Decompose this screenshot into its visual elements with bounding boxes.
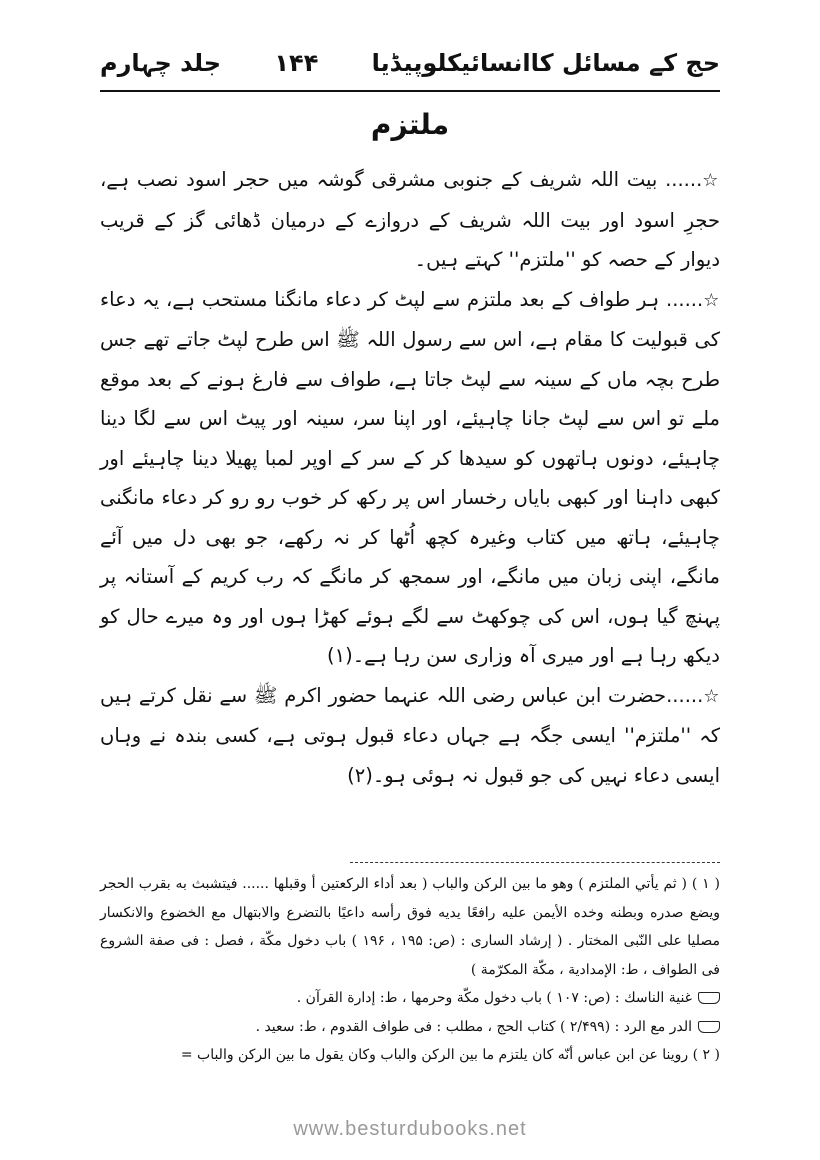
- volume-label: جلد چہارم: [100, 49, 222, 77]
- book-icon: [698, 1021, 720, 1033]
- watermark-url: www.besturdubooks.net: [293, 1118, 527, 1140]
- footnote: [100, 1041, 720, 1070]
- footnote-text: غنية الناسك : (ص: ۱۰۷ ) باب دخول مكّة وحرمها ، ط: إدارة القرآن .: [296, 990, 692, 1006]
- header-rule: [100, 90, 720, 92]
- book-icon: [698, 992, 720, 1004]
- section-title: ملتزم: [370, 108, 450, 141]
- paragraph-text: ...... ہر طواف کے بعد ملتزم سے لپٹ کر دعاء مانگنا مستحب ہے، یہ دعاء کی قبولیت کا مقام ہے، اس سے رسول اللہ ﷺ اس طرح لپٹ جاتے تھے جس طرح بچہ ماں کے سینہ سے لپٹ جاتا ہے، طواف سے فارغ ہونے کے بعد موقع ملے تو اس سے لپٹ جانا چاہیئے، اور اپنا سر، سینہ اور پیٹ اس سے لگا دینا چاہیئے، دونوں ہاتھوں کو سیدھا کر کے سر کے اوپر لمبا پھیلا دینا چاہیئے اور کبھی داہنا اور کبھی بایاں رخسار اس پر رکھ کر خوب رو رو کر دعاء مانگنی چاہیئے، ہاتھ میں کتاب وغیرہ کچھ اُٹھا کر نہ رکھے، جو بھی دل میں آئے مانگے، اپنی زبان میں مانگے، اور سمجھ کر مانگے کہ رب کریم کے آستانہ پر پہنچ گیا ہوں، اس کی چوکھٹ سے لگے ہوئے کھڑا ہوں اور وہ میرے حال کو دیکھ رہا ہے اور میری آہ وزاری سن رہا ہے۔(۱): [100, 287, 720, 667]
- star-bullet-icon: ☆: [703, 685, 721, 707]
- book-title: حج کے مسائل کاانسائیکلوپیڈیا: [371, 49, 720, 77]
- main-text: [100, 160, 720, 795]
- paragraph-text: ......حضرت ابن عباس رضی اللہ عنہما حضور اکرم ﷺ سے نقل کرتے ہیں کہ ''ملتزم'' ایسی جگہ ہے جہاں دعاء قبول ہوتی ہے، کسی بندہ نے وہاں ایسی دعاء نہیں کی جو قبول نہ ہوئی ہو۔(۲): [100, 683, 720, 787]
- footnote-text: ( ۱ ) ( ثم يأتي الملتزم ) وهو ما بين الركن والباب ( بعد أداء الركعتين أ وقبلها ...... فيتشبث به بقرب الحجر ويضع صدره وبطنه وخده الأيمن عليه رافعًا يديه فوق رأسه داعيًا بالتضرع والابتهال مع الخضوع والانكسار مصليا على النّبى المختار . ( إرشاد السارى : (ص: ۱۹۵ ، ۱۹۶ ) باب دخول مكّة ، فصل : فى صفة الشروع فى الطواف ، ط: الإمدادية ، مكّة المكرّمة ): [100, 876, 720, 978]
- page-header: [100, 40, 720, 86]
- paragraph: [100, 160, 720, 280]
- paragraph-text: ...... بیت اللہ شریف کے جنوبی مشرقی گوشہ میں حجر اسود نصب ہے، حجرِ اسود اور بیت اللہ شریف کے دروازے کے درمیان ڈھائی گز کے قریب دیوار کے حصہ کو ''ملتزم'' کہتے ہیں۔: [100, 168, 720, 271]
- star-bullet-icon: ☆: [702, 170, 720, 191]
- page-number: ۱۴۴: [274, 49, 319, 77]
- paragraph: [100, 280, 720, 676]
- footnote: [100, 1013, 720, 1042]
- star-bullet-icon: ☆: [703, 289, 720, 311]
- footnote-text: الدر مع الرد : (۲/۴۹۹ ) كتاب الحج ، مطلب : فى طواف القدوم ، ط: سعيد .: [255, 1018, 692, 1035]
- footnote: [100, 984, 720, 1013]
- footnote: [100, 870, 720, 984]
- footnotes: [100, 870, 720, 1070]
- footnote-text: ( ۲ ) روينا عن ابن عباس أنّه كان يلتزم ما بين الركن والباب وكان يقول ما بين الركن والباب =: [180, 1047, 720, 1063]
- footnote-divider: [350, 862, 720, 863]
- paragraph: [100, 676, 720, 796]
